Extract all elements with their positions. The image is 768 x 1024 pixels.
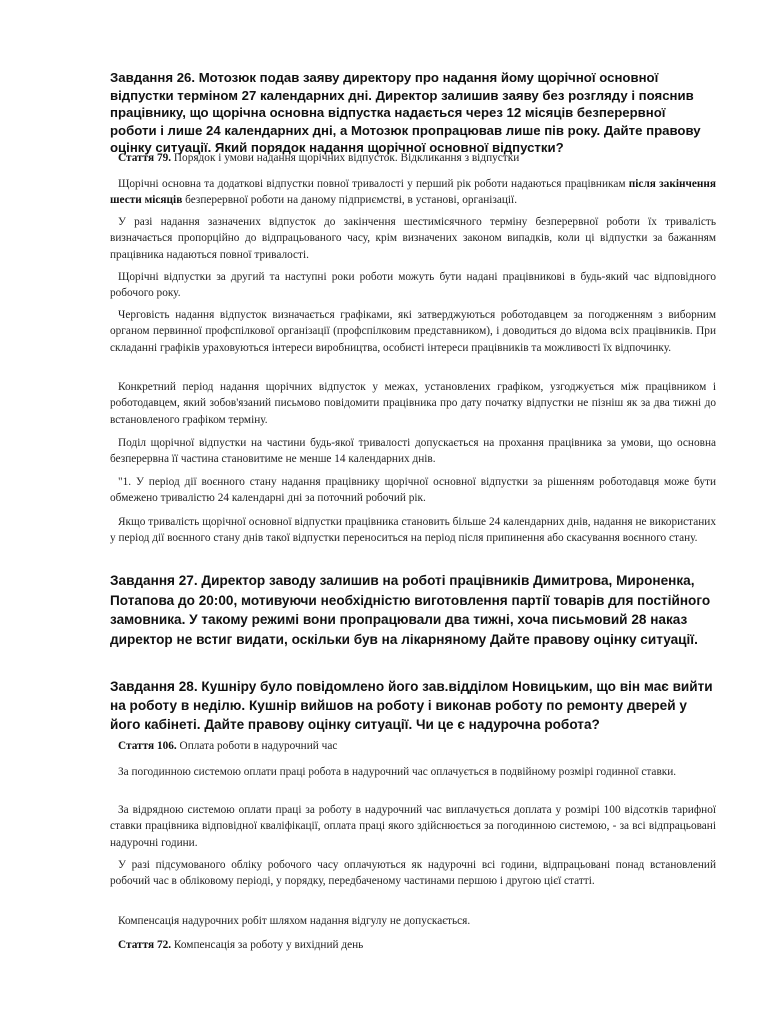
article-106-paragraph-3 bbox=[110, 857, 716, 890]
article-106-p3-text: У разі підсумованого обліку робочого часу оплачуються як надурочні всі години, відпрацьовані понад встановлений робочий час в обліковому періоді, у порядку, передбаченому частинами першою і другою цієї статті. bbox=[110, 859, 716, 888]
article-79-p6-text: Поділ щорічної відпустки на частини будь-якої тривалості допускається на прохання працівника за умови, що основна безперервна її частина становитиме не менше 14 календарних днів. bbox=[110, 437, 716, 466]
article-72 bbox=[110, 937, 716, 953]
article-79-paragraph-1 bbox=[110, 176, 716, 209]
article-79-paragraph-7 bbox=[110, 474, 716, 507]
article-79-paragraph-4 bbox=[110, 307, 716, 356]
article-79-paragraph-5 bbox=[110, 379, 716, 428]
article-79-title: Порядок і умови надання щорічних відпусток. Відкликання з відпустки bbox=[173, 152, 520, 164]
article-106-p2-text: За відрядною системою оплати праці за роботу в надурочний час виплачується доплата у розмірі 100 відсотків тарифної ставки працівника відповідної кваліфікації, оплата праці якого здійснюється за погодинною системою, - за всі відпрацьовані надурочні години. bbox=[110, 804, 716, 849]
article-106-p4-text: Компенсація надурочних робіт шляхом надання відгулу не допускається. bbox=[118, 915, 471, 927]
article-79-p4-text: Черговість надання відпусток визначається графіками, які затверджуються роботодавцем за погодженням з виборним органом первинної профспілкової організації (профспілковим представником), і доводиться до відома всіх працівників. При складанні графіків ураховуються інтереси виробництва, особисті інтереси працівників та можливості їх відпочинку. bbox=[110, 309, 716, 354]
article-106-paragraph-4 bbox=[110, 913, 716, 929]
article-106-title: Оплата роботи в надурочний час bbox=[179, 740, 338, 752]
article-79-p1-end: безперервної роботи на даному підприємстві, в установі, організації. bbox=[185, 194, 518, 207]
article-106-p1-text: За погодинною системою оплати праці робота в надурочний час оплачується в подвійному розмірі годинної ставки. bbox=[118, 766, 677, 778]
article-79-heading bbox=[110, 150, 716, 166]
article-72-heading bbox=[110, 937, 716, 953]
article-79 bbox=[110, 150, 716, 166]
article-106-paragraph-1 bbox=[110, 764, 716, 780]
article-72-label: Стаття 72. bbox=[118, 939, 172, 951]
article-79-p3-text: Щорічні відпустки за другий та наступні роки роботи можуть бути надані працівникові в будь-який час відповідного робочого року. bbox=[110, 271, 716, 300]
article-106-heading bbox=[110, 738, 716, 754]
article-79-p7-text: "1. У період дії воєнного стану надання працівнику щорічної основної відпустки за рішенням роботодавця може бути обмежено тривалістю 24 календарні дні за поточний робочий рік. bbox=[110, 476, 716, 505]
article-106-paragraph-2 bbox=[110, 802, 716, 851]
article-79-p2-text: У разі надання зазначених відпусток до закінчення шестимісячного терміну безперервної роботи їх тривалість визначається пропорційно до відпрацьованого часу, крім визначених законом випадків, коли ці відпустки за бажанням працівника надаються повної тривалості. bbox=[110, 216, 716, 261]
task-27: Завдання 27. Директор заводу залишив на роботі працівників Димитрова, Мироненка, Потапова до 20:00, мотивуючи необхідністю виготовлення партії товарів для постійного замовника. У такому режимі вони пропрацювали два тижні, хоча письмовий 28 наказ директор не встиг видати, оскільки був на лікарняному Дайте правову оцінку ситуації. bbox=[110, 573, 711, 647]
article-79-paragraph-2 bbox=[110, 214, 716, 263]
article-106-label: Стаття 106. bbox=[118, 740, 177, 752]
article-79-p5-text: Конкретний період надання щорічних відпусток у межах, установлених графіком, узгоджується між працівником і роботодавцем, який зобов'язаний письмово повідомити працівника про дату початку відпустки не пізніш як за два тижні до встановленого графіком терміну. bbox=[110, 381, 716, 426]
article-79-p1-emphasis: після закінчення шести місяців bbox=[110, 178, 717, 207]
task-26: Завдання 26. Мотозюк подав заяву директору про надання йому щорічної основної відпустки терміном 27 календарних дні. Директор залишив заяву без розгляду і пояснив працівнику, що щорічна основна відпустка надається через 12 місяців безперервної роботи і лише 24 календарних дні, а Мотозюк пропрацював лише пів року. Дайте правову оцінку ситуації. Який порядок надання щорічної основної відпустки? bbox=[110, 70, 701, 155]
article-72-title: Компенсація за роботу у вихідний день bbox=[173, 939, 364, 951]
article-106 bbox=[110, 738, 716, 754]
article-79-paragraph-6 bbox=[110, 435, 716, 468]
article-79-p8-text: Якщо тривалість щорічної основної відпустки працівника становить більше 24 календарних днів, надання не використаних у період дії воєнного стану днів такої відпустки переноситься на період після припинення або скасування воєнного стану. bbox=[110, 516, 716, 545]
task-28: Завдання 28. Кушніру було повідомлено його зав.відділом Новицьким, що він має вийти на роботу в неділю. Кушнір вийшов на роботу і виконав роботу по ремонту дверей у його кабінеті. Дайте правову оцінку ситуації. Чи це є надурочна робота? bbox=[110, 679, 713, 733]
article-79-paragraph-3 bbox=[110, 269, 716, 302]
article-79-label: Стаття 79. bbox=[118, 152, 172, 164]
article-79-p1-start: Щорічні основна та додаткові відпустки повної тривалості у перший рік роботи надаються працівникам bbox=[118, 178, 626, 190]
article-79-paragraph-8 bbox=[110, 514, 716, 547]
